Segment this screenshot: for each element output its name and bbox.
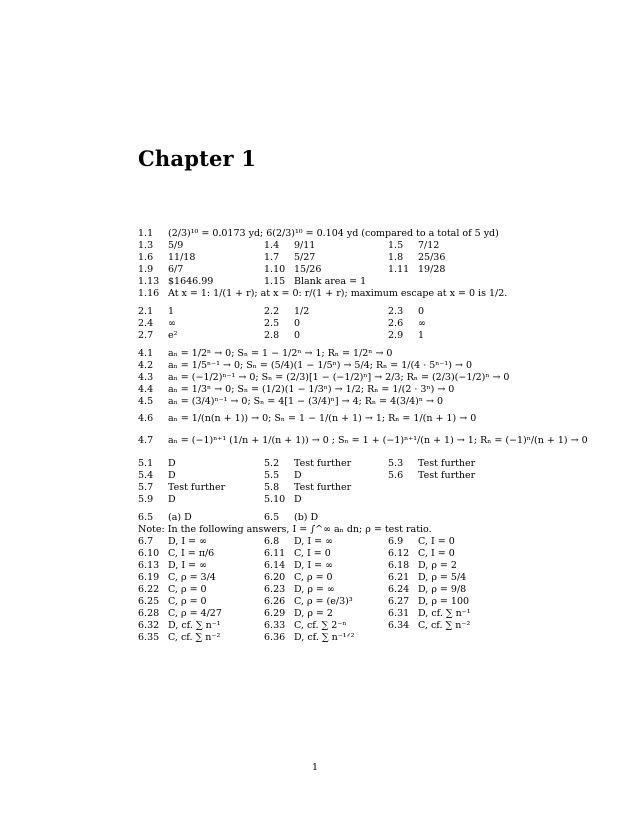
problem-number: 4.1 — [138, 348, 154, 359]
answer-text: 25/36 — [418, 252, 446, 263]
answer-text: D — [294, 494, 302, 505]
answer-text: Test further — [294, 482, 352, 493]
answer-text: C, I = 0 — [418, 536, 455, 547]
page-number: 1 — [312, 762, 319, 773]
answer-text: C, I = 0 — [418, 548, 455, 559]
answer-row — [138, 430, 588, 452]
answer-row — [138, 372, 558, 384]
problem-number: 5.4 — [138, 470, 154, 481]
answer-text: Test further — [418, 470, 476, 481]
answer-text: D, ρ = 5/4 — [418, 572, 467, 583]
answer-text: Test further — [418, 458, 476, 469]
answer-text: 0 — [294, 318, 301, 329]
problem-number: 4.5 — [138, 396, 154, 407]
answer-text: Blank area = 1 — [294, 276, 367, 287]
answer-text: D, cf. ∑ n⁻¹ — [418, 608, 471, 619]
section-1 — [138, 228, 558, 300]
problem-number: 1.5 — [388, 240, 404, 251]
answer-text: 1/2 — [294, 306, 310, 317]
problem-number: 5.7 — [138, 482, 154, 493]
answer-row — [138, 348, 558, 360]
answer-text: aₙ = 1/2ⁿ → 0; Sₙ = 1 − 1/2ⁿ → 1; Rₙ = 1/2ⁿ → 0 — [168, 348, 393, 359]
problem-number: 1.1 — [138, 228, 154, 239]
problem-number: 6.19 — [138, 572, 160, 583]
answer-text: 11/18 — [168, 252, 196, 263]
problem-number: 6.5 — [264, 512, 280, 523]
answer-row — [138, 396, 558, 408]
problem-number: 6.10 — [138, 548, 160, 559]
answer-text: Test further — [168, 482, 226, 493]
answer-text: D, I = ∞ — [294, 536, 333, 547]
answer-text: aₙ = 1/3ⁿ → 0; Sₙ = (1/2)(1 − 1/3ⁿ) → 1/2; Rₙ = 1/(2 · 3ⁿ) → 0 — [168, 384, 455, 395]
answer-text: 0 — [294, 330, 301, 341]
problem-number: 6.8 — [264, 536, 280, 547]
answer-text: C, ρ = 0 — [168, 596, 207, 607]
problem-number: 1.7 — [264, 252, 280, 263]
problem-number: 4.2 — [138, 360, 154, 371]
answer-text: C, cf. ∑ n⁻² — [418, 620, 471, 631]
answer-text: D, ρ = 9/8 — [418, 584, 467, 595]
answer-text: (a) D — [168, 512, 192, 523]
answer-text: (b) D — [294, 512, 319, 523]
answer-row — [138, 228, 558, 240]
problem-number: 5.1 — [138, 458, 154, 469]
answer-text: ∞ — [168, 318, 176, 329]
answer-text: Test further — [294, 458, 352, 469]
problem-number: 1.4 — [264, 240, 280, 251]
problem-number: 1.9 — [138, 264, 154, 275]
answer-text: C, ρ = 3/4 — [168, 572, 216, 583]
problem-number: 1.6 — [138, 252, 154, 263]
problem-number: 6.12 — [388, 548, 410, 559]
answer-row — [138, 560, 558, 572]
answer-row — [138, 482, 558, 494]
answer-text: D, I = ∞ — [168, 560, 207, 571]
problem-number: 5.3 — [388, 458, 404, 469]
answer-text: 6/7 — [168, 264, 184, 275]
problem-number: 2.2 — [264, 306, 280, 317]
answer-text: aₙ = 1/(n(n + 1)) → 0; Sₙ = 1 − 1/(n + 1) → 1; Rₙ = 1/(n + 1) → 0 — [168, 413, 477, 424]
answer-row — [138, 512, 558, 524]
problem-number: 4.4 — [138, 384, 154, 395]
problem-number: 1.15 — [264, 276, 286, 287]
answer-text: D, cf. ∑ n⁻¹ᐟ² — [294, 632, 355, 643]
problem-number: 6.32 — [138, 620, 160, 631]
problem-number: 6.14 — [264, 560, 286, 571]
problem-number: 1.16 — [138, 288, 160, 299]
answer-text: D — [168, 494, 176, 505]
answer-row — [138, 276, 558, 288]
problem-number: 6.25 — [138, 596, 160, 607]
problem-number: 2.3 — [388, 306, 404, 317]
problem-number: 6.36 — [264, 632, 286, 643]
section-6 — [138, 512, 558, 644]
answer-text: 0 — [418, 306, 425, 317]
answer-text: D — [294, 470, 302, 481]
problem-number: 5.2 — [264, 458, 280, 469]
answer-row — [138, 408, 558, 430]
answer-text: 5/9 — [168, 240, 184, 251]
answer-text: 7/12 — [418, 240, 440, 251]
answer-row — [138, 458, 558, 470]
problem-number: 6.28 — [138, 608, 160, 619]
problem-number: 6.26 — [264, 596, 286, 607]
problem-number: 4.7 — [138, 435, 154, 446]
answer-row — [138, 584, 558, 596]
answers-content — [138, 228, 588, 650]
problem-number: 1.8 — [388, 252, 404, 263]
answer-text: C, ρ = (e/3)³ — [294, 596, 353, 607]
problem-number: 6.29 — [264, 608, 286, 619]
answer-row — [138, 494, 558, 506]
problem-number: 1.3 — [138, 240, 154, 251]
answer-text: At x = 1: 1/(1 + r); at x = 0: r/(1 + r); maximum escape at x = 0 is 1/2. — [168, 288, 508, 299]
answer-text: C, ρ = 0 — [294, 572, 333, 583]
problem-number: 6.20 — [264, 572, 286, 583]
section-5 — [138, 458, 558, 506]
answer-text: 5/27 — [294, 252, 316, 263]
answer-row — [138, 632, 558, 644]
problem-number: 6.31 — [388, 608, 410, 619]
answer-row — [138, 548, 558, 560]
note-text: Note: In the following answers, I = ∫^∞ aₙ dn; ρ = test ratio. — [138, 524, 432, 535]
problem-number: 2.4 — [138, 318, 154, 329]
answer-text: C, ρ = 4/27 — [168, 608, 222, 619]
problem-number: 6.35 — [138, 632, 160, 643]
problem-number: 6.23 — [264, 584, 286, 595]
answer-text: D — [168, 470, 176, 481]
problem-number: 2.7 — [138, 330, 154, 341]
problem-number: 1.10 — [264, 264, 286, 275]
problem-number: 5.5 — [264, 470, 280, 481]
answer-text: D, I = ∞ — [294, 560, 333, 571]
answer-text: D, ρ = ∞ — [294, 584, 335, 595]
problem-number: 5.6 — [388, 470, 404, 481]
problem-number: 2.9 — [388, 330, 404, 341]
problem-number: 4.6 — [138, 413, 154, 424]
answer-text: 1 — [168, 306, 175, 317]
answer-text: aₙ = 1/5ⁿ⁻¹ → 0; Sₙ = (5/4)(1 − 1/5ⁿ) → 5/4; Rₙ = 1/(4 · 5ⁿ⁻¹) → 0 — [168, 360, 472, 371]
answer-row — [138, 306, 558, 318]
section-2 — [138, 306, 558, 342]
answer-text: C, I = 0 — [294, 548, 331, 559]
answer-row — [138, 240, 558, 252]
problem-number: 5.10 — [264, 494, 286, 505]
answer-row — [138, 384, 558, 396]
problem-number: 2.1 — [138, 306, 154, 317]
problem-number: 2.5 — [264, 318, 280, 329]
answer-text: D, ρ = 2 — [294, 608, 333, 619]
answer-text: $1646.99 — [168, 276, 214, 287]
problem-number: 2.6 — [388, 318, 404, 329]
answer-text: e² — [168, 330, 178, 341]
problem-number: 1.13 — [138, 276, 160, 287]
problem-number: 5.9 — [138, 494, 154, 505]
answer-text: 19/28 — [418, 264, 446, 275]
problem-number: 1.11 — [388, 264, 410, 275]
answer-text: D, I = ∞ — [168, 536, 207, 547]
answer-row — [138, 470, 558, 482]
note-row — [138, 524, 558, 536]
answer-text: 15/26 — [294, 264, 322, 275]
answer-row — [138, 360, 558, 372]
problem-number: 6.13 — [138, 560, 160, 571]
answer-text: C, cf. ∑ n⁻² — [168, 632, 221, 643]
problem-number: 6.9 — [388, 536, 404, 547]
answer-text: 9/11 — [294, 240, 316, 251]
problem-number: 6.18 — [388, 560, 410, 571]
problem-number: 6.34 — [388, 620, 410, 631]
answer-row — [138, 620, 558, 632]
chapter-title: Chapter 1 — [138, 146, 257, 171]
answer-text: C, ρ = 0 — [168, 584, 207, 595]
problem-number: 6.22 — [138, 584, 160, 595]
answer-text: (2/3)¹⁰ = 0.0173 yd; 6(2/3)¹⁰ = 0.104 yd (compared to a total of 5 yd) — [168, 228, 499, 239]
answer-text: D, ρ = 100 — [418, 596, 470, 607]
problem-number: 6.27 — [388, 596, 410, 607]
problem-number: 2.8 — [264, 330, 280, 341]
answer-text: D, ρ = 2 — [418, 560, 457, 571]
answer-row — [138, 330, 558, 342]
answer-row — [138, 608, 558, 620]
answer-text: C, I = π/6 — [168, 548, 215, 559]
answer-text: aₙ = (−1/2)ⁿ⁻¹ → 0; Sₙ = (2/3)[1 − (−1/2)ⁿ] → 2/3; Rₙ = (2/3)(−1/2)ⁿ → 0 — [168, 372, 510, 383]
answer-text: aₙ = (3/4)ⁿ⁻¹ → 0; Sₙ = 4[1 − (3/4)ⁿ] → 4; Rₙ = 4(3/4)ⁿ → 0 — [168, 396, 444, 407]
answer-row — [138, 596, 558, 608]
answer-text: D, cf. ∑ n⁻¹ — [168, 620, 221, 631]
problem-number: 6.24 — [388, 584, 410, 595]
answer-text: D — [168, 458, 176, 469]
problem-number: 6.33 — [264, 620, 286, 631]
problem-number: 4.3 — [138, 372, 154, 383]
answer-text: aₙ = (−1)ⁿ⁺¹ (1/n + 1/(n + 1)) → 0 ; Sₙ = 1 + (−1)ⁿ⁺¹/(n + 1) → 1; Rₙ = (−1)ⁿ/(n + 1) → 0 — [168, 435, 588, 446]
answer-row — [138, 264, 558, 276]
answer-row — [138, 288, 558, 300]
problem-number: 6.11 — [264, 548, 286, 559]
section-4 — [138, 348, 588, 452]
answer-text: C, cf. ∑ 2⁻ⁿ — [294, 620, 347, 631]
answer-text: 1 — [418, 330, 425, 341]
problem-number: 6.7 — [138, 536, 154, 547]
answer-row — [138, 318, 558, 330]
problem-number: 5.8 — [264, 482, 280, 493]
answer-row — [138, 536, 558, 548]
problem-number: 6.5 — [138, 512, 154, 523]
problem-number: 6.21 — [388, 572, 410, 583]
answer-row — [138, 572, 558, 584]
answer-text: ∞ — [418, 318, 426, 329]
answer-row — [138, 252, 558, 264]
